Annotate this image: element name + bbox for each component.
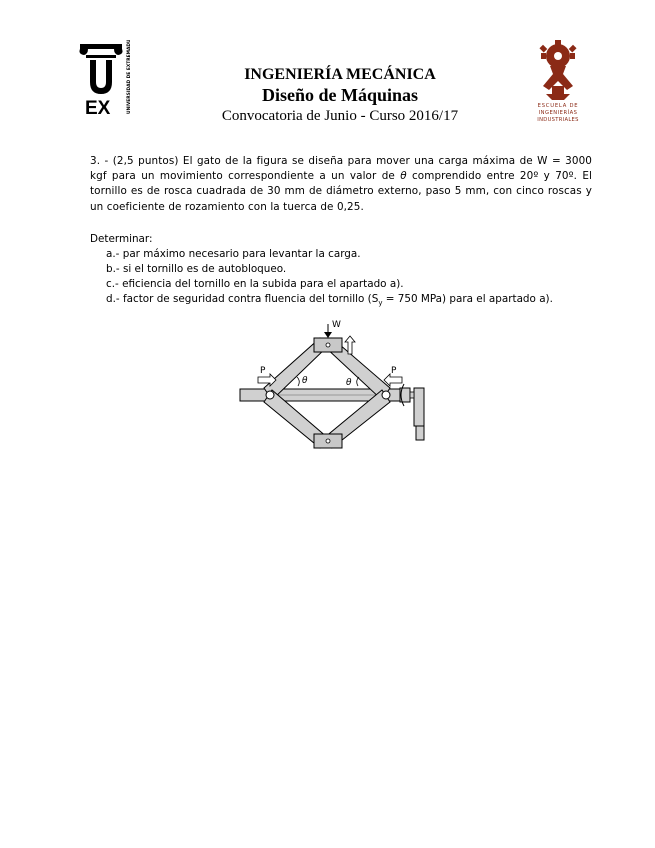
problem-text-part2: comprendido entre 20º y 70º. El tornillo es de rosca cuadrada de 30 mm de diámetro externo, paso 5 mm, con cinco roscas y un coeficiente de rozamiento con la tuerca de 0,25. (90, 170, 592, 213)
theta-symbol: θ (400, 170, 407, 183)
header-exam-session: Convocatoria de Junio - Curso 2016/17 (221, 108, 459, 124)
question-list (106, 247, 553, 311)
list-item: c.- eficiencia del tornillo en la subida para el apartado a). (106, 278, 404, 290)
list-item: a.- par máximo necesario para levantar la carga. (106, 248, 361, 260)
document-header (140, 66, 540, 126)
eii-logo-caption-2: INGENIERÍAS (538, 110, 578, 116)
eii-logo-caption-1: ESCUELA DE (537, 103, 579, 109)
force-right-label: P (391, 366, 397, 376)
uex-logo (78, 40, 140, 118)
force-left-label: P (260, 366, 266, 376)
problem-statement (90, 154, 592, 215)
header-course-title: Diseño de Máquinas (261, 85, 419, 105)
angle-right-label: θ (346, 378, 352, 388)
load-label: W (332, 320, 341, 330)
angle-left-label: θ (302, 376, 308, 386)
eii-logo-caption-3: INDUSTRIALES (537, 117, 579, 123)
header-subject-area: INGENIERÍA MECÁNICA (244, 66, 436, 83)
scissor-jack-figure (236, 316, 446, 458)
uex-logo-vertical-text: UNIVERSIDAD DE EXTREMADURA (127, 40, 132, 114)
list-item: d.- factor de seguridad contra fluencia del tornillo ($S_y = 750$ MPa) para el apartado a). (106, 293, 553, 308)
list-item: b.- si el tornillo es de autobloqueo. (106, 263, 287, 275)
problem-text-part1: 3. - (2,5 puntos) El gato de la figura se diseña para mover una carga máxima de W = 3000 kgf para un movimiento correspondiente a un valor de (90, 155, 592, 183)
determinar-heading: Determinar: (90, 233, 153, 245)
uex-logo-letters: EX (85, 98, 111, 118)
